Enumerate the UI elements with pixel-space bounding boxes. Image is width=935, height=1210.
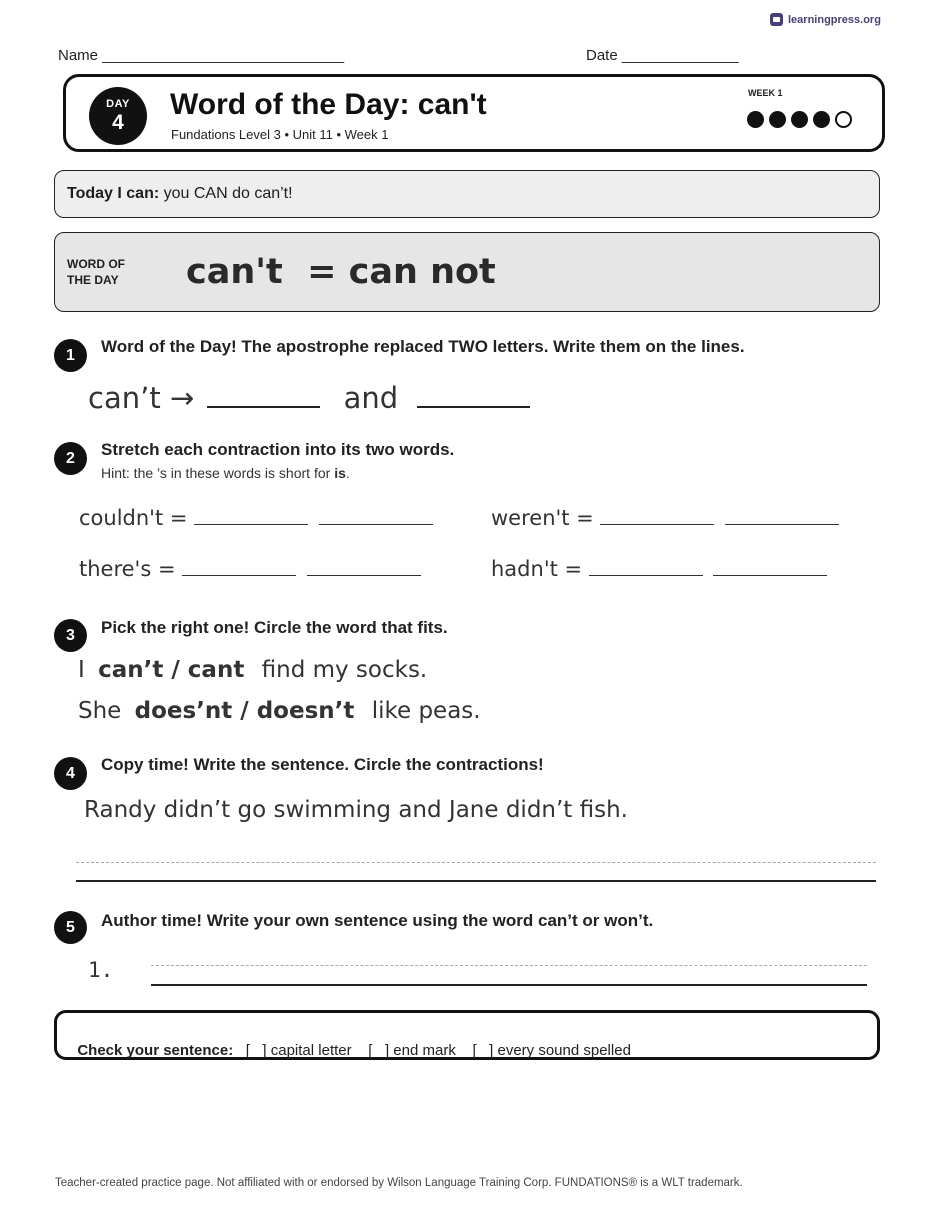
check-text	[69, 1025, 631, 1059]
section-2-heading: Stretch each contraction into its two words.	[101, 440, 455, 459]
author-line-number: 1.	[88, 958, 114, 982]
day-badge	[89, 87, 147, 145]
contraction-item	[79, 557, 421, 581]
hint-prefix: Hint: the ’s in these words is short for	[101, 465, 335, 481]
choice-post: like peas.	[371, 698, 481, 724]
name-field[interactable]	[58, 47, 344, 64]
date-label: Date	[586, 47, 618, 64]
contraction-blank[interactable]	[589, 575, 703, 576]
day-number: 4	[112, 111, 124, 134]
section-3-heading: Pick the right one! Circle the word that fits.	[101, 618, 448, 637]
contraction-blank[interactable]	[725, 524, 839, 525]
word-of-day-label-line1: WORD OF	[67, 257, 125, 271]
date-line: ______________	[621, 47, 739, 64]
progress-dot-filled	[791, 111, 808, 128]
section-2-hint	[101, 465, 350, 481]
book-icon	[770, 13, 783, 26]
section-4-badge: 4	[54, 757, 87, 790]
contraction-item	[491, 557, 827, 581]
today-text	[67, 185, 293, 203]
section-5-badge: 5	[54, 911, 87, 944]
contraction-blank[interactable]	[319, 524, 433, 525]
section-3-badge: 3	[54, 619, 87, 652]
progress-dot-empty	[835, 111, 852, 128]
contraction-item	[491, 506, 839, 530]
page-title: Word of the Day: can't	[170, 88, 487, 121]
contraction-blank[interactable]	[182, 575, 296, 576]
word-of-day-label-line2: THE DAY	[67, 273, 119, 287]
contraction-item	[79, 506, 433, 530]
progress-dot-filled	[747, 111, 764, 128]
progress-dot-filled	[813, 111, 830, 128]
week-progress	[747, 111, 852, 128]
check-items[interactable]: [ ] capital letter [ ] end mark [ ] every sound spelled	[233, 1042, 631, 1059]
hint-bold: is	[334, 465, 346, 481]
contraction-label: couldn't =	[79, 506, 188, 530]
section-1-badge: 1	[54, 339, 87, 372]
copy-sentence: Randy didn’t go swimming and Jane didn’t fish.	[84, 797, 628, 823]
contraction-label: hadn't =	[491, 557, 583, 581]
section-4-heading: Copy time! Write the sentence. Circle the contractions!	[101, 755, 544, 774]
author-guide-line	[151, 965, 867, 966]
date-field[interactable]	[586, 47, 739, 64]
choice-post: find my socks.	[261, 657, 428, 683]
section-1-line	[88, 380, 530, 415]
page-subtitle: Fundations Level 3 • Unit 11 • Week 1	[171, 127, 389, 142]
choice-sentence-2	[78, 698, 481, 724]
brand[interactable]	[770, 13, 881, 26]
contraction-label: weren't =	[491, 506, 594, 530]
name-line: _____________________________	[102, 47, 345, 64]
choice-sentence-1	[78, 657, 427, 683]
section-1-and: and	[343, 381, 399, 415]
contraction-label: there's =	[79, 557, 176, 581]
author-write-line[interactable]	[151, 984, 867, 986]
contraction-blank[interactable]	[307, 575, 421, 576]
copy-write-line[interactable]	[76, 880, 876, 882]
section-2-badge: 2	[54, 442, 87, 475]
today-label: Today I can:	[67, 185, 160, 202]
choice-pre: She	[78, 698, 122, 724]
check-label: Check your sentence:	[77, 1042, 234, 1059]
day-label: DAY	[106, 98, 130, 110]
brand-text: learningpress.org	[788, 13, 881, 26]
name-label: Name	[58, 47, 99, 64]
word-of-day-label	[67, 256, 147, 288]
letter-blank-1[interactable]	[207, 380, 320, 408]
today-goal: you CAN do can’t!	[159, 185, 293, 202]
hint-suffix: .	[345, 465, 350, 481]
copy-guide-line	[76, 862, 876, 863]
choice-options[interactable]: can’t / cant	[98, 657, 245, 683]
section-1-word: can’t →	[88, 381, 195, 415]
choice-options[interactable]: does’nt / doesn’t	[134, 698, 355, 724]
section-5-heading: Author time! Write your own sentence using the word can’t or won’t.	[101, 911, 654, 930]
contraction-blank[interactable]	[713, 575, 827, 576]
footer-disclaimer: Teacher-created practice page. Not affiliated with or endorsed by Wilson Language Training Corp. FUNDATIONS® is a WLT trademark.	[55, 1177, 743, 1189]
contraction-blank[interactable]	[600, 524, 714, 525]
contraction-blank[interactable]	[194, 524, 308, 525]
word-of-day-word: can't = can not	[186, 252, 496, 292]
section-1-heading: Word of the Day! The apostrophe replaced TWO letters. Write them on the lines.	[101, 337, 745, 356]
week-label: WEEK 1	[748, 88, 783, 98]
choice-pre: I	[78, 657, 85, 683]
letter-blank-2[interactable]	[417, 380, 530, 408]
progress-dot-filled	[769, 111, 786, 128]
